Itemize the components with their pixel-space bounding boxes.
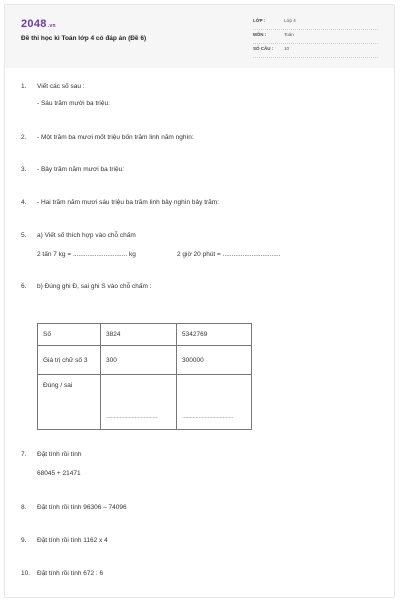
meta-value: 10 [284, 46, 290, 51]
site-logo[interactable] [21, 18, 56, 30]
question-text: Đặt tính rồi tính [37, 451, 82, 458]
table-cell: Đúng / sai [38, 375, 101, 430]
table-cell: 5342769 [177, 324, 252, 346]
question-5-sub-left: 2 tấn 7 kg = .............................. kg [37, 251, 136, 258]
question-number: 6. [21, 283, 27, 290]
question-text: Viết các số sau : [37, 83, 85, 90]
meta-value: Toán [284, 32, 294, 37]
question-number: 3. [21, 166, 27, 173]
question-text: Đặt tính rồi tính 96306 – 74096 [37, 504, 127, 511]
logo-number: 2048 [21, 18, 47, 30]
table-cell: .................................. [101, 375, 177, 430]
table-cell: 300000 [177, 346, 252, 375]
question-5-sub-right: 2 giờ 20 phút = ................................ [177, 251, 281, 258]
table-row [38, 346, 252, 375]
table-cell: .................................. [177, 375, 252, 430]
meta-label: SỐ CÂU : [253, 46, 274, 51]
table-cell: Số [38, 324, 101, 346]
question-number: 7. [21, 451, 27, 458]
question-text: - Một trăm ba mươi mốt triệu bốn trăm linh năm nghìn: [37, 134, 194, 141]
question-text: - Bảy trăm năm mươi ba triệu: [37, 166, 124, 173]
table-row [38, 324, 252, 346]
question-text: a) Viết số thích hợp vào chỗ chấm [37, 232, 136, 239]
page-title: Đề thi học kì Toán lớp 4 có đáp án (Đề 6) [21, 35, 147, 42]
question-text: Đặt tính rồi tính 1162 x 4 [37, 537, 108, 544]
question-number: 4. [21, 199, 27, 206]
meta-class [253, 17, 378, 30]
meta-question-count [253, 45, 378, 58]
table-row [38, 375, 252, 430]
meta-subject [253, 31, 378, 44]
true-false-table [37, 323, 252, 430]
question-number: 5. [21, 232, 27, 239]
question-number: 8. [21, 504, 27, 511]
question-7-sub: 68045 + 21471 [37, 470, 81, 477]
question-text: b) Đúng ghi Đ, sai ghi S vào chỗ chấm : [37, 283, 152, 290]
meta-label: MÔN : [253, 32, 267, 37]
question-number: 1. [21, 83, 27, 90]
table-cell: 300 [101, 346, 177, 375]
question-number: 2. [21, 134, 27, 141]
table-cell: Giá trị chữ số 3 [38, 346, 101, 375]
question-text: - Hai trăm năm mươi sáu triệu ba trăm linh bảy nghìn bảy trăm: [37, 199, 220, 206]
table-cell: 3824 [101, 324, 177, 346]
question-number: 9. [21, 537, 27, 544]
meta-label: LỚP : [253, 18, 266, 23]
question-1-sub: - Sáu trăm mười ba triệu: [37, 100, 110, 107]
meta-value: Lớp 4 [284, 18, 296, 23]
logo-domain: .vn [47, 23, 56, 29]
question-number: 10. [21, 570, 31, 577]
question-text: Đặt tính rồi tính 672 : 6 [37, 570, 104, 577]
